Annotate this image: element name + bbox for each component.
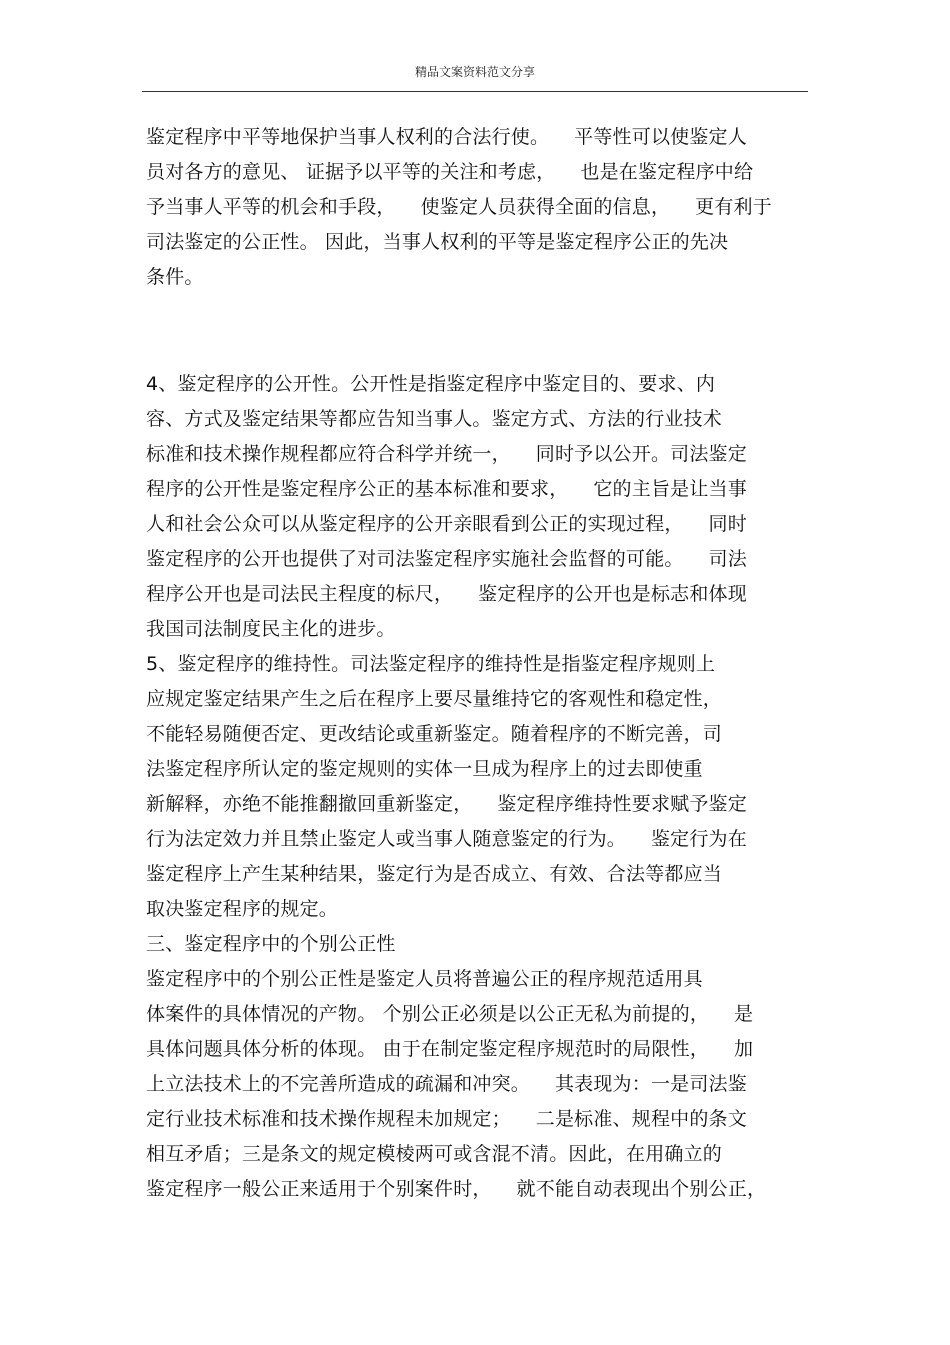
text-line: 5、鉴定程序的维持性。司法鉴定程序的维持性是指鉴定程序规则上 <box>146 653 716 675</box>
text-line: 体案件的具体情况的产物。 个别公正必须是以公正无私为前提的， 是 <box>146 1003 754 1025</box>
text-line: 应规定鉴定结果产生之后在程序上要尽量维持它的客观性和稳定性， <box>146 688 723 710</box>
text-line: 标准和技术操作规程都应符合科学并统一， 同时予以公开。司法鉴定 <box>146 443 747 465</box>
text-line: 4、鉴定程序的公开性。公开性是指鉴定程序中鉴定目的、要求、内 <box>146 373 716 395</box>
text-line: 条件。 <box>146 266 204 288</box>
text-line: 程序公开也是司法民主程度的标尺， 鉴定程序的公开也是标志和体现 <box>146 583 747 605</box>
text-line: 鉴定程序中的个别公正性是鉴定人员将普遍公正的程序规范适用具 <box>146 968 703 990</box>
text-line: 定行业技术标准和技术操作规程未加规定； 二是标准、规程中的条文 <box>146 1108 747 1130</box>
text-line: 上立法技术上的不完善所造成的疏漏和冲突。 其表现为：一是司法鉴 <box>146 1073 747 1095</box>
page-header: 精品文案资料范文分享 <box>414 65 535 79</box>
section-heading: 三、鉴定程序中的个别公正性 <box>146 933 396 955</box>
text-line: 法鉴定程序所认定的鉴定规则的实体一旦成为程序上的过去即使重 <box>146 758 703 780</box>
paragraph-block-1 <box>146 120 811 295</box>
text-line: 员对各方的意见、 证据予以平等的关注和考虑， 也是在鉴定程序中给 <box>146 161 754 183</box>
paragraph-block-2 <box>146 367 811 1207</box>
text-line: 容、方式及鉴定结果等都应告知当事人。鉴定方式、方法的行业技术 <box>146 408 723 430</box>
text-line: 取决鉴定程序的规定。 <box>146 898 339 920</box>
text-line: 司法鉴定的公正性。 因此，当事人权利的平等是鉴定程序公正的先决 <box>146 231 729 253</box>
text-line: 行为法定效力并且禁止鉴定人或当事人随意鉴定的行为。 鉴定行为在 <box>146 828 747 850</box>
text-line: 予当事人平等的机会和手段， 使鉴定人员获得全面的信息， 更有利于 <box>146 196 772 218</box>
text-line: 鉴定程序上产生某种结果，鉴定行为是否成立、有效、合法等都应当 <box>146 863 723 885</box>
text-line: 程序的公开性是鉴定程序公正的基本标准和要求， 它的主旨是让当事 <box>146 478 747 500</box>
text-line: 相互矛盾；三是条文的规定模棱两可或含混不清。因此，在用确立的 <box>146 1143 723 1165</box>
text-line: 鉴定程序中平等地保护当事人权利的合法行使。 平等性可以使鉴定人 <box>146 126 747 148</box>
text-line: 不能轻易随便否定、更改结论或重新鉴定。随着程序的不断完善，司 <box>146 723 723 745</box>
text-line: 新解释，亦绝不能推翻撤回重新鉴定， 鉴定程序维持性要求赋予鉴定 <box>146 793 747 815</box>
header-divider <box>142 91 808 92</box>
text-line: 鉴定程序一般公正来适用于个别案件时， 就不能自动表现出个别公正， <box>146 1178 767 1200</box>
text-line: 鉴定程序的公开也提供了对司法鉴定程序实施社会监督的可能。 司法 <box>146 548 747 570</box>
text-line: 具体问题具体分析的体现。 由于在制定鉴定程序规范时的局限性， 加 <box>146 1038 754 1060</box>
text-line: 我国司法制度民主化的进步。 <box>146 618 396 640</box>
text-line: 人和社会公众可以从鉴定程序的公开亲眼看到公正的实现过程， 同时 <box>146 513 747 535</box>
